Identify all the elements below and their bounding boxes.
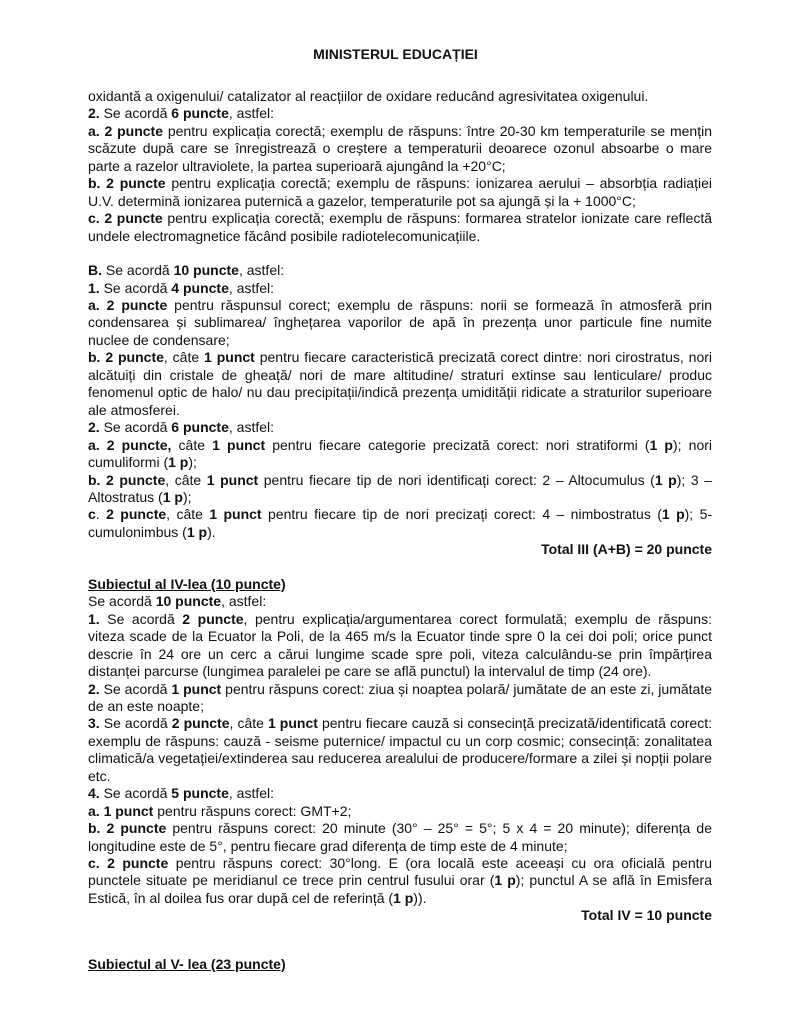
section-heading [88, 576, 712, 593]
text: . [95, 506, 107, 523]
bold-text: 5 puncte [171, 785, 229, 802]
text: , astfel: [228, 105, 275, 122]
text: , pentru explicația/argumentarea corect formulată; exemplu de răspuns: viteza scade de la Ecuator la Poli, de la 465 m/s la Ecuator tinde spre 0 la cei doi poli; orice punct descrie în 24 ore un cerc a cărui lungime scade spre poli, viteza calculându-se prin împărțirea distanței parcurse (lungimea paralelei pe care se află punctul) la intervalul de timp (24 ore). [88, 610, 712, 680]
bold-text: Subiectul al V- lea (23 puncte) [88, 955, 286, 972]
paragraph [88, 123, 712, 175]
bold-text: 1 p [661, 506, 685, 523]
bold-text: 1. [88, 610, 100, 627]
section-heading [88, 956, 712, 973]
paragraph [88, 715, 712, 785]
bold-text: Total IV = 10 puncte [581, 907, 712, 924]
text: Se acordă [99, 419, 172, 436]
paragraph [88, 472, 712, 507]
text: ); 3 – Altostratus ( [88, 471, 712, 505]
text: ); 5-cumulonimbus ( [88, 506, 713, 540]
document-header: MINISTERUL EDUCAȚIEI [313, 46, 478, 62]
bold-text: c. 2 puncte [88, 210, 163, 227]
bold-text: 1 p [186, 523, 208, 540]
text: Se acordă [99, 105, 172, 122]
bold-text: a. 2 puncte [88, 296, 168, 313]
paragraph [88, 437, 712, 472]
text: pentru fiecare tip de nori precizați corect: 4 – nimbostratus ( [261, 506, 662, 523]
bold-text: 1 p [649, 436, 673, 453]
text: câte [171, 436, 213, 453]
bold-text: B. [88, 262, 102, 279]
text: , astfel: [228, 279, 275, 296]
bold-text: 1 punct [206, 471, 259, 488]
paragraph [88, 419, 712, 436]
text: )). [413, 889, 427, 906]
bold-text: b. 2 puncte [88, 471, 166, 488]
paragraph [88, 820, 712, 855]
bold-text: 4. [88, 785, 100, 802]
text: , astfel: [228, 419, 275, 436]
text: ); nori cumuliformi ( [88, 436, 712, 471]
bold-text: 1 p [168, 454, 189, 471]
paragraph [88, 349, 712, 419]
bold-text: 2. [88, 419, 100, 436]
text: , câte [229, 715, 268, 732]
bold-text: 1 punct [267, 715, 318, 732]
text: pentru fiecare caracteristică precizată corect dintre: nori cirostratus, nori alcătuiți din cristale de gheață/ nori de mare altitudine/ straturi extinse sau lenticulare/ produc fenomenul optic de halo/ nu dau precipitații/indică prezența umidității ridicate a straturilor superioare ale atmosferei. [88, 349, 713, 418]
paragraph [88, 210, 712, 245]
bold-text: 2 puncte [182, 610, 244, 627]
bold-text: 1 punct [209, 506, 262, 523]
bold-text: 10 puncte [173, 262, 239, 279]
bold-text: a. 1 punct [88, 802, 154, 819]
text: pentru răspuns corect: GMT+2; [153, 802, 352, 819]
bold-text: b. 2 puncte [88, 349, 164, 366]
text: oxidantă a oxigenului/ catalizator al reacțiilor de oxidare reducând agresivitatea oxigenului. [88, 88, 649, 104]
bold-text: c [88, 506, 96, 523]
text: pentru răspuns corect: 20 minute (30° – 25° = 5°; 5 x 4 = 20 minute); diferența de longitudine este de 5°, pentru fiecare grad diferența de timp este de 4 minute; [88, 820, 712, 854]
bold-text: 1 p [393, 889, 414, 906]
bold-text: 3. [88, 715, 100, 732]
paragraph [88, 611, 712, 681]
text: pentru răspuns corect: ziua și noaptea polară/ jumătate de an este zi, jumătate de an este noapte; [88, 680, 712, 714]
text: Se acordă [102, 262, 174, 279]
text: pentru explicația corectă; exemplu de răspuns: ionizarea aerului – absorbția radiației U.V. determină ionizarea puternică a gazelor, temperaturile pot sa ajungă și la + 1000°C; [88, 175, 712, 209]
bold-text: a. 2 puncte, [88, 436, 172, 453]
text: pentru răspunsul corect; exemplu de răspuns: norii se formează în atmosferă prin condensarea și sublimarea/ înghețarea vaporilor de apă în prezența unor particule fine numite nuclee de condensare; [88, 296, 712, 348]
paragraph [88, 506, 712, 541]
paragraph [88, 297, 712, 349]
bold-text: 2 puncte [106, 506, 167, 523]
text: pentru explicația corectă; exemplu de răspuns: între 20-30 km temperaturile se mențin scăzute după care se înregistrează o creștere a temperaturii deoarece ozonul absoarbe o mare parte a razelor ultraviolete, la partea superioară ajungând la +20°C; [88, 122, 712, 174]
paragraph [88, 88, 712, 105]
bold-text: 1 p [162, 488, 183, 505]
paragraph [88, 280, 712, 297]
text: ); [188, 454, 197, 471]
paragraph [88, 105, 712, 122]
text: Se acordă [88, 593, 156, 610]
text: Se acordă [99, 785, 172, 802]
text: pentru fiecare tip de nori identificați corect: 2 – Altocumulus ( [258, 471, 655, 488]
bold-text: 6 puncte [171, 419, 229, 436]
text: , astfel: [228, 785, 275, 802]
bold-text: 2. [88, 680, 100, 697]
text: Se acordă [99, 610, 183, 627]
paragraph [88, 175, 712, 210]
text: pentru explicația corectă; exemplu de răspuns: formarea stratelor ionizate care reflectă undele electromagnetice făcând posibile radiotelecomunicațiile. [88, 210, 713, 244]
text: , câte [163, 349, 205, 366]
bold-text: Total III (A+B) = 20 puncte [541, 541, 712, 558]
section-total [88, 541, 712, 558]
paragraph [88, 803, 712, 820]
bold-text: 2. [88, 105, 100, 122]
text: pentru fiecare cauză si consecință precizată/identificată corect: exemplu de răspuns: cauză - seisme puternice/ impactul cu un corp cosmic; consecință: zonalitatea climatică/a vegetației/extinderea sau reducerea arealului de producere/formare a zilei și nopții polare etc. [88, 715, 713, 784]
paragraph [88, 785, 712, 802]
bold-text: 6 puncte [171, 105, 229, 122]
paragraph [88, 855, 712, 907]
paragraph [88, 593, 712, 610]
text: , astfel: [238, 262, 285, 279]
section-total [88, 907, 712, 924]
bold-text: 10 puncte [155, 593, 222, 610]
document-body [88, 88, 712, 973]
text: , câte [166, 506, 210, 523]
text: ). [207, 523, 216, 540]
text: ); punctul A se află în Emisfera Estică, în al doilea fus orar după cel de referință ( [88, 872, 712, 906]
bold-text: b. 2 puncte [88, 175, 166, 192]
bold-text: 2 puncte [171, 715, 230, 732]
bold-text: b. 2 puncte [88, 820, 167, 837]
text: ); [182, 488, 192, 505]
paragraph [88, 262, 712, 279]
bold-text: Subiectul al IV-lea (10 puncte) [88, 575, 286, 592]
bold-text: a. 2 puncte [88, 122, 164, 139]
bold-text: 1 p [654, 471, 677, 488]
text: Se acordă [99, 279, 172, 296]
text: Se acordă [99, 680, 172, 697]
bold-text: 1 punct [204, 349, 255, 366]
bold-text: 1 p [494, 872, 516, 889]
text: pentru răspuns corect: 30°long. E (ora locală este aceeași cu ora oficială pentru punctele situate pe meridianul ce trece prin centrul fusului orar ( [88, 855, 713, 889]
text: pentru fiecare categorie precizată corect: nori stratiformi ( [265, 436, 650, 453]
bold-text: 1 punct [212, 436, 266, 453]
bold-text: 1 punct [171, 680, 222, 697]
text: , astfel: [221, 593, 267, 610]
bold-text: 4 puncte [171, 279, 229, 296]
bold-text: 1. [88, 279, 100, 296]
paragraph [88, 681, 712, 716]
text: Se acordă [99, 715, 172, 732]
bold-text: c. 2 puncte [88, 855, 169, 872]
text: , câte [165, 471, 207, 488]
